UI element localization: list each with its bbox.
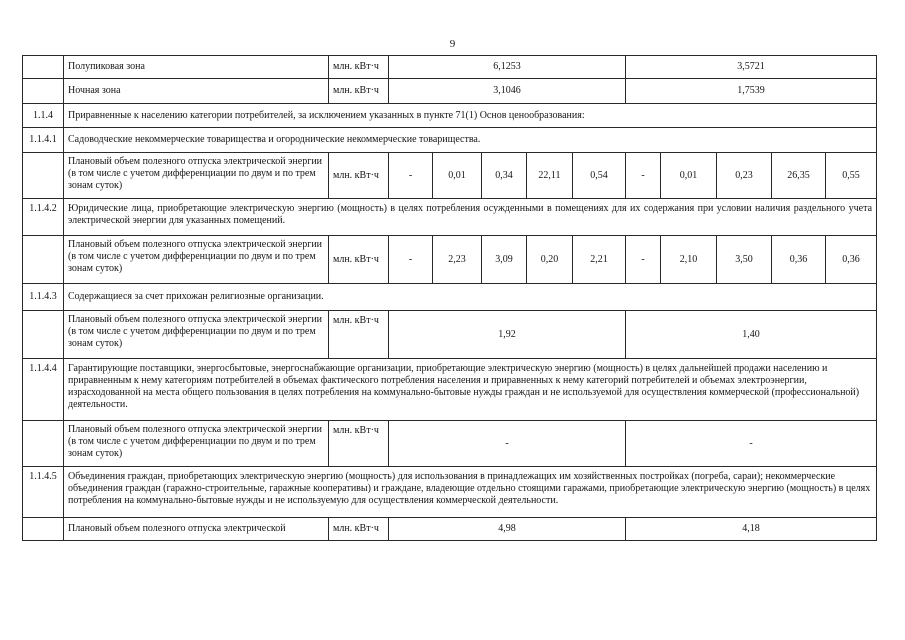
value-cell: 0,36 xyxy=(826,236,877,284)
value-cell: 4,98 xyxy=(389,518,626,541)
value-cell: 4,18 xyxy=(626,518,877,541)
value-cell: 3,50 xyxy=(717,236,772,284)
section-text: Приравненные к населению категории потребителей, за исключением указанных в пункте 71(1) Основ ценообразования: xyxy=(64,104,877,128)
value-cell: 0,34 xyxy=(482,153,527,199)
section-text: Содержащиеся за счет прихожан религиозные организации. xyxy=(64,284,877,311)
unit-cell: млн. кВт·ч xyxy=(329,236,389,284)
row-number-cell xyxy=(23,56,64,79)
row-label: Ночная зона xyxy=(64,79,329,104)
unit-cell: млн. кВт·ч xyxy=(329,518,389,541)
section-number: 1.1.4 xyxy=(23,104,64,128)
value-cell: 0,36 xyxy=(772,236,826,284)
row-label: Плановый объем полезного отпуска электрической xyxy=(64,518,329,541)
section-number: 1.1.4.3 xyxy=(23,284,64,311)
value-cell: - xyxy=(626,236,661,284)
value-cell: 1,7539 xyxy=(626,79,877,104)
value-cell: 0,01 xyxy=(433,153,482,199)
table-row-section xyxy=(23,284,877,311)
value-cell: 0,20 xyxy=(527,236,573,284)
value-cell: - xyxy=(626,153,661,199)
table-row-plan xyxy=(23,421,877,467)
row-label: Плановый объем полезного отпуска электрической энергии (в том числе с учетом дифференциации по двум и по трем зонам суток) xyxy=(64,153,329,199)
table-row-section xyxy=(23,104,877,128)
section-number: 1.1.4.5 xyxy=(23,467,64,518)
unit-cell: млн. кВт·ч xyxy=(329,421,389,467)
table-row-section xyxy=(23,199,877,236)
table-row-night xyxy=(23,79,877,104)
tariff-table xyxy=(22,55,877,541)
unit-cell: млн. кВт·ч xyxy=(329,56,389,79)
row-label: Плановый объем полезного отпуска электрической энергии (в том числе с учетом дифференциации по двум и по трем зонам суток) xyxy=(64,236,329,284)
value-cell: 2,23 xyxy=(433,236,482,284)
unit-cell: млн. кВт·ч xyxy=(329,79,389,104)
section-text: Садоводческие некоммерческие товарищества и огороднические некоммерческие товарищества. xyxy=(64,128,877,153)
table-row-plan xyxy=(23,236,877,284)
unit-cell: млн. кВт·ч xyxy=(329,311,389,359)
row-number-cell xyxy=(23,79,64,104)
value-cell: 26,35 xyxy=(772,153,826,199)
value-cell: - xyxy=(389,236,433,284)
value-cell: - xyxy=(389,153,433,199)
value-cell: 3,1046 xyxy=(389,79,626,104)
page-number: 9 xyxy=(449,38,456,50)
table-row-section xyxy=(23,467,877,518)
section-number: 1.1.4.1 xyxy=(23,128,64,153)
row-number-cell xyxy=(23,153,64,199)
row-number-cell xyxy=(23,236,64,284)
table-row-plan xyxy=(23,153,877,199)
table-row-plan xyxy=(23,311,877,359)
value-cell: 0,55 xyxy=(826,153,877,199)
value-cell: 1,40 xyxy=(626,311,877,359)
section-text: Объединения граждан, приобретающих электрическую энергию (мощность) для использования в принадлежащих им хозяйственных постройках (погреба, сараи); некоммерческие объединения граждан (гаражно-строительные, гаражные кооперативы) и граждане, владеющие отдельно стоящими гаражами, приобретающие электрическую энергию (мощность) в целях потребления на коммунально-бытовые нужды и не используемую для осуществления коммерческой деятельности. xyxy=(64,467,877,518)
value-cell: 0,23 xyxy=(717,153,772,199)
value-cell: 0,01 xyxy=(661,153,717,199)
table-row-plan xyxy=(23,518,877,541)
value-cell: - xyxy=(626,421,877,467)
value-cell: 1,92 xyxy=(389,311,626,359)
value-cell: - xyxy=(389,421,626,467)
row-label: Плановый объем полезного отпуска электрической энергии (в том числе с учетом дифференциации по двум и по трем зонам суток) xyxy=(64,421,329,467)
section-number: 1.1.4.2 xyxy=(23,199,64,236)
row-number-cell xyxy=(23,311,64,359)
section-number: 1.1.4.4 xyxy=(23,359,64,421)
section-text: Гарантирующие поставщики, энергосбытовые, энергоснабжающие организации, приобретающие электрическую энергию (мощность) в целях дальнейшей продажи населению и приравненным к нему категориям потребителей в объемах фактического потребления населения и приравненных к нему категорий потребителей и объемах электроэнергии, израсходованной на места общего пользования в целях потребления на коммунально-бытовые нужды граждан и не используемой для осуществления коммерческой (профессиональной) деятельности. xyxy=(64,359,877,421)
row-number-cell xyxy=(23,421,64,467)
value-cell: 2,10 xyxy=(661,236,717,284)
table-row-section xyxy=(23,359,877,421)
row-number-cell xyxy=(23,518,64,541)
section-text: Юридические лица, приобретающие электрическую энергию (мощность) в целях потребления осужденными в помещениях для их содержания при условии наличия раздельного учета электрической энергии для указанных помещений. xyxy=(64,199,877,236)
unit-cell: млн. кВт·ч xyxy=(329,153,389,199)
value-cell: 3,5721 xyxy=(626,56,877,79)
value-cell: 2,21 xyxy=(573,236,626,284)
value-cell: 6,1253 xyxy=(389,56,626,79)
value-cell: 3,09 xyxy=(482,236,527,284)
table-row-semi-peak xyxy=(23,56,877,79)
value-cell: 0,54 xyxy=(573,153,626,199)
value-cell: 22,11 xyxy=(527,153,573,199)
table-row-section xyxy=(23,128,877,153)
row-label: Плановый объем полезного отпуска электрической энергии (в том числе с учетом дифференциации по двум и по трем зонам суток) xyxy=(64,311,329,359)
row-label: Полупиковая зона xyxy=(64,56,329,79)
